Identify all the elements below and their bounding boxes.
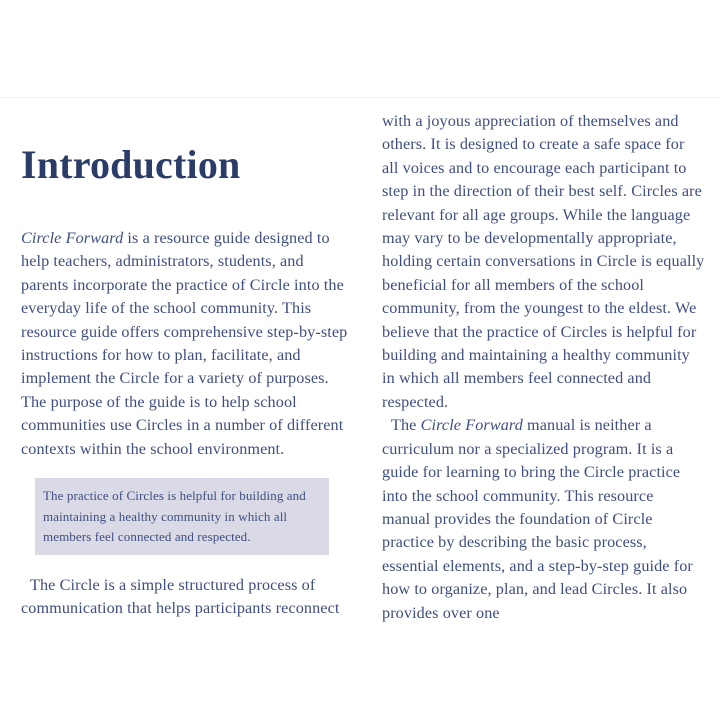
continuation-paragraph: with a joyous appreciation of themselves and others. It is designed to create a safe space for all voices and to encourage each participant to step in the direction of their best self. Circles are relevant for all age groups. While the language may vary to be developmentally appropriate, holding certain conversations in Circle is equally beneficial for all members of the school community, from the youngest to the eldest. We believe that the practice of Circles is helpful for building and maintaining a healthy community in which all members feel connected and respected. bbox=[382, 112, 705, 411]
circle-process-paragraph: The Circle is a simple structured process of communication that helps participants reconnect bbox=[21, 575, 340, 617]
manual-paragraph: The Circle Forward manual is neither a curriculum nor a specialized program. It is a guide for learning to bring the Circle practice into the school community. This resource manual provides the foundation of Circle practice by describing the basic process, essential elements, and a step-by-step guide for how to organize, plan, and lead Circles. It also provides over one bbox=[382, 416, 693, 622]
right-column bbox=[382, 110, 705, 625]
page-top-divider bbox=[0, 97, 720, 98]
left-column bbox=[21, 227, 350, 620]
page-title: Introduction bbox=[21, 142, 241, 187]
callout-box bbox=[35, 478, 329, 555]
callout-text: The practice of Circles is helpful for building and maintaining a healthy community in which all members feel connected and respected. bbox=[43, 488, 306, 545]
intro-paragraph: Circle Forward is a resource guide designed to help teachers, administrators, students, and parents incorporate the practice of Circle into the everyday life of the school community. This resource guide offers comprehensive step-by-step instructions for how to plan, facilitate, and implement the Circle for a variety of purposes. The purpose of the guide is to help school communities use Circles in a number of different contexts within the school environment. bbox=[21, 229, 348, 458]
